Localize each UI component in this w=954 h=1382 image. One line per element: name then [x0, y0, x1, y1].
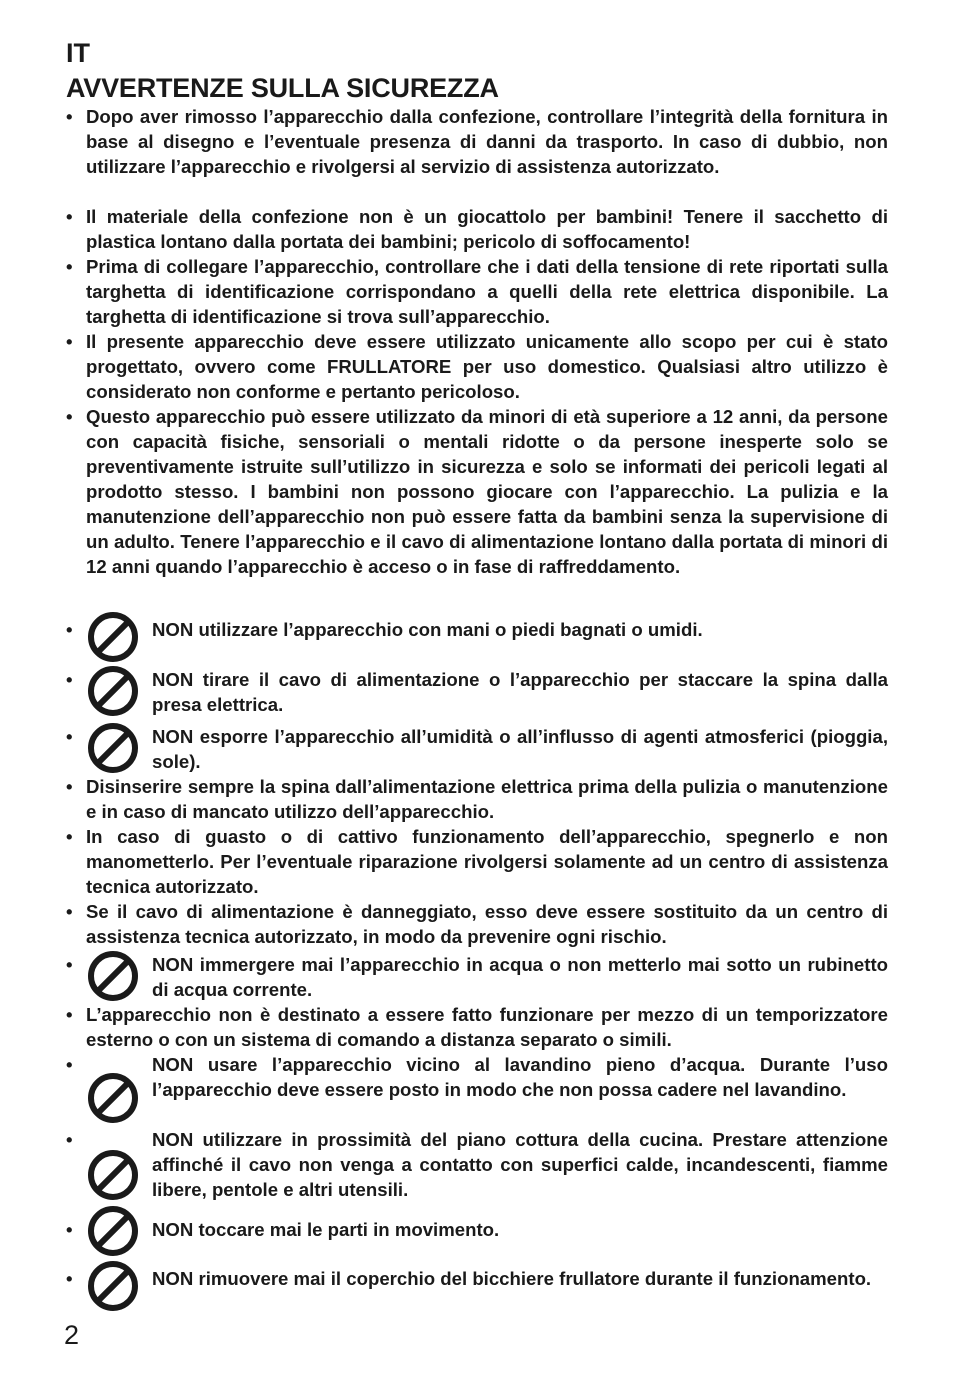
- list-item-text: Il materiale della confezione non è un giocattolo per bambini! Tenere il sacchetto di plastica lontano dalla portata dei bambini; pericolo di soffocamento!: [86, 206, 888, 252]
- list-item-prohibition: [66, 1202, 888, 1253]
- list-item: [66, 899, 888, 949]
- list-item: [66, 104, 888, 204]
- list-item-text: NON toccare mai le parti in movimento.: [152, 1219, 500, 1240]
- list-item-prohibition: [66, 716, 888, 774]
- list-item-text: Disinserire sempre la spina dall’alimentazione elettrica prima della pulizia o manutenzione e in caso di mancato utilizzo dell’apparecchio.: [86, 776, 888, 822]
- bullet: •: [66, 1129, 73, 1150]
- bullet: •: [66, 726, 73, 747]
- page-number: 2: [64, 1320, 80, 1350]
- list-item: [66, 329, 888, 404]
- list-item-text: Se il cavo di alimentazione è danneggiato, esso deve essere sostituito da un centro di assistenza tecnica autorizzato, in modo da prevenire ogni rischio.: [86, 901, 888, 947]
- bullet: •: [66, 1268, 73, 1289]
- list-item-text: NON tirare il cavo di alimentazione o l’apparecchio per staccare la spina dalla presa elettrica.: [152, 669, 888, 715]
- list-item-prohibition: [66, 1127, 888, 1202]
- bullet: •: [66, 1054, 73, 1075]
- list-item-text: NON utilizzare l’apparecchio con mani o piedi bagnati o umidi.: [152, 619, 703, 640]
- prohibition-icon: [86, 949, 140, 1003]
- list-item-text: Il presente apparecchio deve essere utilizzato unicamente allo scopo per cui è stato progettato, ovvero come FRULLATORE per uso domestico. Qualsiasi altro utilizzo è considerato non conforme e pertanto pericoloso.: [86, 331, 888, 402]
- list-item-text: NON utilizzare in prossimità del piano cottura della cucina. Prestare attenzione affinché il cavo non venga a contatto con superfici calde, incandescenti, fiamme libere, pentole e altri utensili.: [152, 1129, 888, 1200]
- bullet: •: [66, 669, 73, 690]
- list-item-prohibition: [66, 659, 888, 716]
- safety-warning-list: [66, 104, 888, 1313]
- prohibition-icon: [86, 1071, 140, 1125]
- list-item-prohibition: [66, 1253, 888, 1313]
- list-item: [66, 774, 888, 824]
- list-item: [66, 204, 888, 254]
- list-item: [66, 824, 888, 899]
- list-item-text: Dopo aver rimosso l’apparecchio dalla confezione, controllare l’integrità della fornitura in base al disegno e l’eventuale presenza di danni da trasporto. In caso di dubbio, non utilizzare l’apparecchio e rivolgersi al servizio di assistenza autorizzato.: [86, 106, 888, 177]
- list-item-text: NON immergere mai l’apparecchio in acqua o non metterlo mai sotto un rubinetto di acqua corrente.: [152, 954, 888, 1000]
- language-code: IT: [66, 38, 90, 68]
- list-item-text: NON esporre l’apparecchio all’umidità o all’influsso di agenti atmosferici (pioggia, sole).: [152, 726, 888, 772]
- list-item: [66, 254, 888, 329]
- prohibition-icon: [86, 664, 140, 718]
- list-item-prohibition: [66, 1052, 888, 1127]
- bullet: •: [66, 954, 73, 975]
- prohibition-icon: [86, 1148, 140, 1202]
- list-item-text: Prima di collegare l’apparecchio, controllare che i dati della tensione di rete riportati sulla targhetta di identificazione corrispondano a quelli della rete elettrica disponibile. La targhetta di identificazione si trova sull’apparecchio.: [86, 256, 888, 327]
- list-item-prohibition: [66, 949, 888, 1002]
- bullet: •: [66, 1219, 73, 1240]
- prohibition-icon: [86, 721, 140, 775]
- prohibition-icon: [86, 610, 140, 664]
- prohibition-icon: [86, 1259, 140, 1313]
- list-item-text: In caso di guasto o di cattivo funzionamento dell’apparecchio, spegnerlo e non manometterlo. Per l’eventuale riparazione rivolgersi solamente ad un centro di assistenza tecnica autorizzato.: [86, 826, 888, 897]
- list-item-text: NON rimuovere mai il coperchio del bicchiere frullatore durante il funzionamento.: [152, 1268, 872, 1289]
- list-item: [66, 1002, 888, 1052]
- list-item-text: L’apparecchio non è destinato a essere fatto funzionare per mezzo di un temporizzatore esterno o con un sistema di comando a distanza separato o simili.: [86, 1004, 888, 1050]
- list-item-prohibition: [66, 604, 888, 659]
- list-item: [66, 404, 888, 604]
- list-item-text: NON usare l’apparecchio vicino al lavandino pieno d’acqua. Durante l’uso l’apparecchio deve essere posto in modo che non possa cadere nel lavandino.: [152, 1054, 888, 1100]
- list-item-text: Questo apparecchio può essere utilizzato da minori di età superiore a 12 anni, da persone con capacità fisiche, sensoriali o mentali ridotte o da persone inesperte solo se preventivamente istruite sull’utilizzo in sicurezza e solo se informati dei pericoli legati al prodotto stesso. I bambini non possono giocare con l’apparecchio. La pulizia e la manutenzione dell’apparecchio non può essere fatta da bambini senza la supervisione di un adulto. Tenere l’apparecchio e il cavo di alimentazione lontano dalla portata di minori di 12 anni quando l’apparecchio è acceso o in fase di raffreddamento.: [86, 406, 888, 577]
- prohibition-icon: [86, 1204, 140, 1258]
- page-title: AVVERTENZE SULLA SICUREZZA: [66, 73, 499, 103]
- bullet: •: [66, 619, 73, 640]
